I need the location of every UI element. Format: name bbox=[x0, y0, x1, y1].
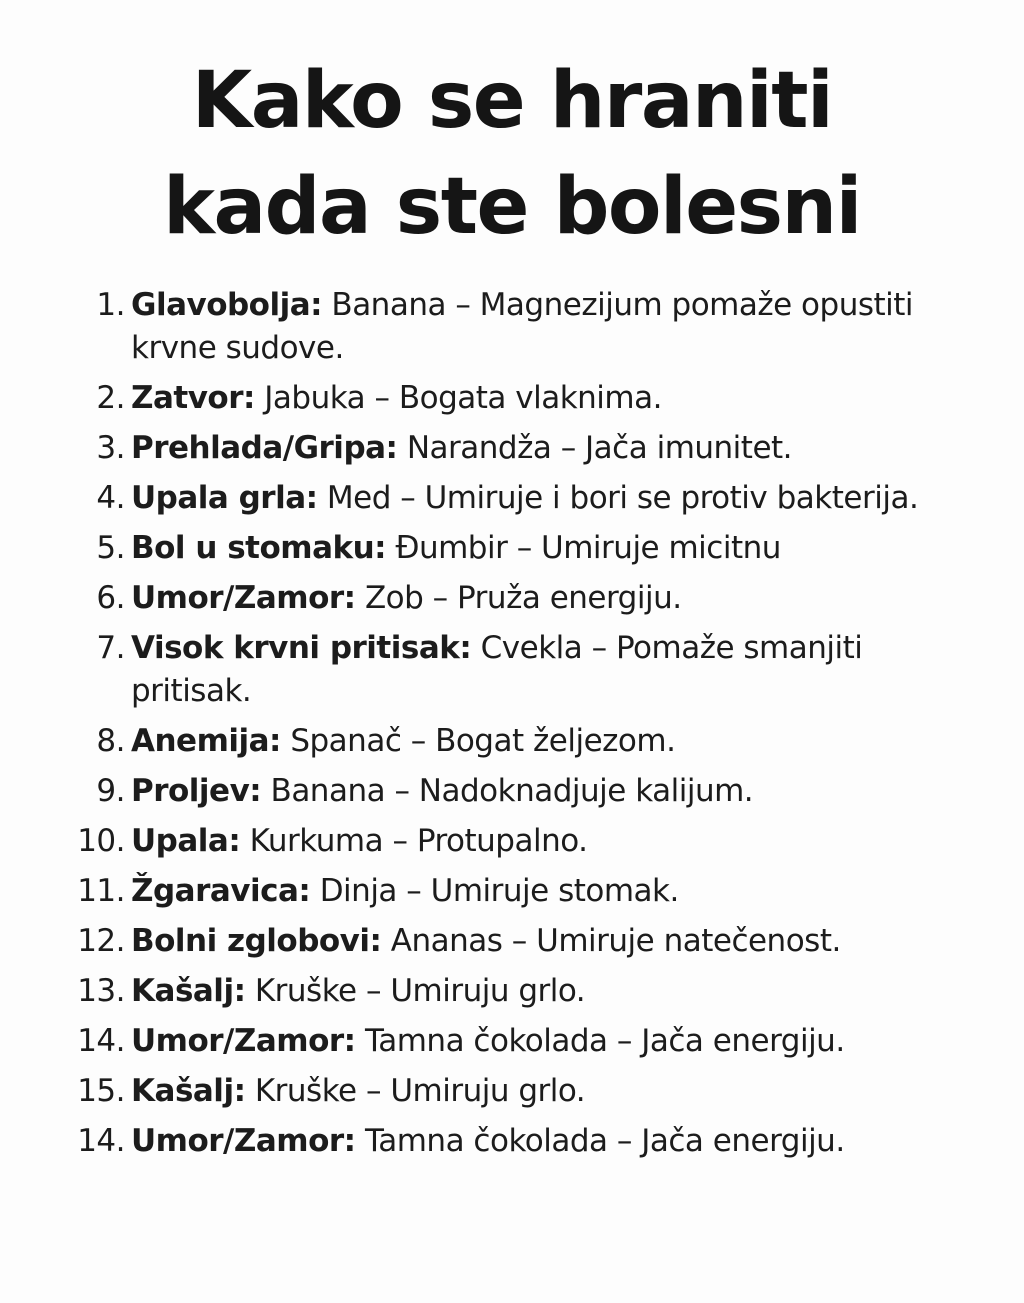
item-remedy: Cvekla – Pomaže smanjiti pritisak. bbox=[131, 630, 863, 709]
title-line-1: Kako se hraniti bbox=[191, 56, 833, 146]
item-remedy: Med – Umiruje i bori se protiv bakterija. bbox=[326, 480, 919, 516]
remedy-list bbox=[0, 284, 1024, 1170]
list-item bbox=[0, 720, 1024, 763]
list-item bbox=[0, 1020, 1024, 1063]
item-remedy: Tamna čokolada – Jača energiju. bbox=[364, 1123, 845, 1159]
list-item bbox=[0, 920, 1024, 963]
item-number: 14. bbox=[77, 1023, 125, 1059]
item-condition: Žgaravica: bbox=[131, 873, 311, 909]
item-condition: Prehlada/Gripa: bbox=[131, 430, 398, 466]
page-title bbox=[0, 48, 1024, 260]
item-remedy: Tamna čokolada – Jača energiju. bbox=[364, 1023, 845, 1059]
item-number: 10. bbox=[77, 823, 125, 859]
item-number: 13. bbox=[77, 973, 125, 1009]
list-item bbox=[0, 577, 1024, 620]
list-item bbox=[0, 820, 1024, 863]
list-item bbox=[0, 1120, 1024, 1163]
item-remedy: Spanač – Bogat željezom. bbox=[290, 723, 676, 759]
item-number: 6. bbox=[96, 580, 125, 616]
item-condition: Kašalj: bbox=[131, 973, 246, 1009]
item-number: 9. bbox=[96, 773, 125, 809]
item-remedy: Narandža – Jača imunitet. bbox=[406, 430, 793, 466]
list-item bbox=[0, 377, 1024, 420]
list-item bbox=[0, 970, 1024, 1013]
item-condition: Umor/Zamor: bbox=[131, 1123, 356, 1159]
item-number: 12. bbox=[77, 923, 125, 959]
list-item bbox=[0, 477, 1024, 520]
list-item bbox=[0, 770, 1024, 813]
item-remedy: Ananas – Umiruje natečenost. bbox=[390, 923, 841, 959]
list-item bbox=[0, 527, 1024, 570]
item-number: 14. bbox=[77, 1123, 125, 1159]
item-condition: Kašalj: bbox=[131, 1073, 246, 1109]
item-remedy: Zob – Pruža energiju. bbox=[364, 580, 682, 616]
item-condition: Upala: bbox=[131, 823, 241, 859]
item-remedy: Kruške – Umiruju grlo. bbox=[254, 973, 586, 1009]
item-condition: Proljev: bbox=[131, 773, 262, 809]
item-remedy: Kruške – Umiruju grlo. bbox=[254, 1073, 586, 1109]
item-remedy: Banana – Magnezijum pomaže opustiti krvne sudove. bbox=[131, 287, 914, 366]
item-remedy: Jabuka – Bogata vlaknima. bbox=[264, 380, 662, 416]
item-number: 5. bbox=[96, 530, 125, 566]
list-item bbox=[0, 870, 1024, 913]
item-condition: Bolni zglobovi: bbox=[131, 923, 382, 959]
item-number: 3. bbox=[96, 430, 125, 466]
item-remedy: Banana – Nadoknadjuje kalijum. bbox=[270, 773, 754, 809]
item-number: 15. bbox=[77, 1073, 125, 1109]
item-number: 7. bbox=[96, 630, 125, 666]
item-condition: Bol u stomaku: bbox=[131, 530, 387, 566]
item-number: 4. bbox=[96, 480, 125, 516]
list-item bbox=[0, 627, 1024, 713]
item-condition: Glavobolja: bbox=[131, 287, 323, 323]
item-condition: Anemija: bbox=[131, 723, 281, 759]
item-number: 2. bbox=[96, 380, 125, 416]
item-condition: Umor/Zamor: bbox=[131, 1023, 356, 1059]
item-number: 11. bbox=[77, 873, 125, 909]
item-condition: Visok krvni pritisak: bbox=[131, 630, 472, 666]
item-number: 1. bbox=[96, 287, 125, 323]
list-item bbox=[0, 284, 1024, 370]
item-remedy: Dinja – Umiruje stomak. bbox=[319, 873, 679, 909]
item-condition: Umor/Zamor: bbox=[131, 580, 356, 616]
title-line-2: kada ste bolesni bbox=[163, 162, 861, 252]
list-item bbox=[0, 427, 1024, 470]
item-condition: Upala grla: bbox=[131, 480, 318, 516]
item-remedy: Kurkuma – Protupalno. bbox=[249, 823, 588, 859]
list-item bbox=[0, 1070, 1024, 1113]
item-number: 8. bbox=[96, 723, 125, 759]
item-remedy: Đumbir – Umiruje micitnu bbox=[395, 530, 781, 566]
item-condition: Zatvor: bbox=[131, 380, 255, 416]
